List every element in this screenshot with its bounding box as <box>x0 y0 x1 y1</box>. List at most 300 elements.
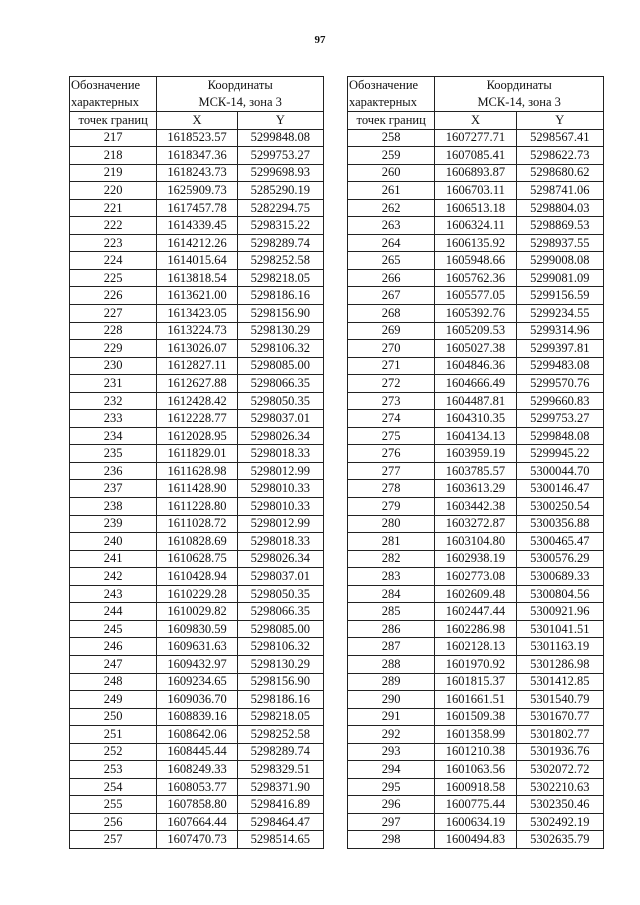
y-coordinate-cell: 5298514.65 <box>237 831 323 849</box>
x-coordinate-cell: 1601063.56 <box>435 761 516 779</box>
point-number-cell: 247 <box>70 655 157 673</box>
y-coordinate-cell: 5298464.47 <box>237 813 323 831</box>
point-number-cell: 268 <box>348 305 435 323</box>
y-coordinate-cell: 5299698.93 <box>237 164 323 182</box>
point-number-cell: 239 <box>70 515 157 533</box>
x-coordinate-cell: 1609631.63 <box>157 638 237 656</box>
point-number-cell: 293 <box>348 743 435 761</box>
y-coordinate-cell: 5300044.70 <box>516 462 603 480</box>
point-number-cell: 257 <box>70 831 157 849</box>
point-number-cell: 270 <box>348 340 435 358</box>
table-row <box>348 691 604 709</box>
table-row <box>70 357 324 375</box>
y-coordinate-cell: 5298804.03 <box>516 199 603 217</box>
x-coordinate-cell: 1609234.65 <box>157 673 237 691</box>
x-coordinate-cell: 1613224.73 <box>157 322 237 340</box>
coordinates-table-left <box>69 76 324 849</box>
coordinates-rows-left <box>70 129 324 848</box>
x-coordinate-cell: 1610428.94 <box>157 568 237 586</box>
point-number-cell: 276 <box>348 445 435 463</box>
table-row <box>348 743 604 761</box>
y-coordinate-cell: 5298937.55 <box>516 234 603 252</box>
header-coord-line-1: Координаты <box>207 78 273 92</box>
table-row <box>70 340 324 358</box>
y-coordinate-cell: 5299397.81 <box>516 340 603 358</box>
point-number-cell: 224 <box>70 252 157 270</box>
coordinates-table-right <box>347 76 604 849</box>
table-row <box>70 533 324 551</box>
x-coordinate-cell: 1612028.95 <box>157 427 237 445</box>
table-row <box>348 568 604 586</box>
table-row <box>348 761 604 779</box>
x-coordinate-cell: 1614212.26 <box>157 234 237 252</box>
table-row <box>348 375 604 393</box>
y-coordinate-cell: 5298869.53 <box>516 217 603 235</box>
point-number-cell: 240 <box>70 533 157 551</box>
point-number-cell: 225 <box>70 269 157 287</box>
point-number-cell: 272 <box>348 375 435 393</box>
header-label-line-3: точек границ <box>348 112 435 130</box>
x-coordinate-cell: 1607858.80 <box>157 796 237 814</box>
table-row <box>70 568 324 586</box>
table-row <box>70 199 324 217</box>
y-coordinate-cell: 5298085.00 <box>237 357 323 375</box>
table-row <box>348 147 604 165</box>
x-coordinate-cell: 1603272.87 <box>435 515 516 533</box>
point-number-cell: 288 <box>348 655 435 673</box>
table-row <box>348 813 604 831</box>
table-row <box>70 813 324 831</box>
table-row <box>348 357 604 375</box>
y-coordinate-cell: 5282294.75 <box>237 199 323 217</box>
y-coordinate-cell: 5298037.01 <box>237 568 323 586</box>
x-coordinate-cell: 1613818.54 <box>157 269 237 287</box>
point-number-cell: 298 <box>348 831 435 849</box>
y-coordinate-cell: 5298680.62 <box>516 164 603 182</box>
x-coordinate-cell: 1604666.49 <box>435 375 516 393</box>
x-coordinate-cell: 1601210.38 <box>435 743 516 761</box>
x-coordinate-cell: 1601970.92 <box>435 655 516 673</box>
x-coordinate-cell: 1603613.29 <box>435 480 516 498</box>
table-row <box>348 182 604 200</box>
y-coordinate-cell: 5299081.09 <box>516 269 603 287</box>
x-coordinate-cell: 1600634.19 <box>435 813 516 831</box>
table-row <box>70 761 324 779</box>
table-row <box>70 392 324 410</box>
point-number-cell: 294 <box>348 761 435 779</box>
x-coordinate-cell: 1606513.18 <box>435 199 516 217</box>
table-row <box>70 550 324 568</box>
table-row <box>70 673 324 691</box>
table-row <box>70 778 324 796</box>
point-number-cell: 275 <box>348 427 435 445</box>
x-coordinate-cell: 1605948.66 <box>435 252 516 270</box>
x-coordinate-cell: 1611028.72 <box>157 515 237 533</box>
point-number-cell: 290 <box>348 691 435 709</box>
point-number-cell: 292 <box>348 726 435 744</box>
point-number-cell: 282 <box>348 550 435 568</box>
y-coordinate-cell: 5301286.98 <box>516 655 603 673</box>
table-row <box>348 217 604 235</box>
y-coordinate-cell: 5300250.54 <box>516 498 603 516</box>
table-row <box>70 462 324 480</box>
y-coordinate-cell: 5298371.90 <box>237 778 323 796</box>
x-coordinate-cell: 1607085.41 <box>435 147 516 165</box>
header-label-line-1: Обозначение <box>349 78 419 92</box>
x-coordinate-cell: 1605762.36 <box>435 269 516 287</box>
point-number-cell: 285 <box>348 603 435 621</box>
y-coordinate-cell: 5299234.55 <box>516 305 603 323</box>
x-coordinate-cell: 1609036.70 <box>157 691 237 709</box>
x-coordinate-cell: 1611428.90 <box>157 480 237 498</box>
y-coordinate-cell: 5301163.19 <box>516 638 603 656</box>
y-coordinate-cell: 5299848.08 <box>516 427 603 445</box>
y-coordinate-cell: 5298012.99 <box>237 515 323 533</box>
table-row <box>70 410 324 428</box>
table-row <box>70 287 324 305</box>
table-row <box>348 498 604 516</box>
point-number-cell: 263 <box>348 217 435 235</box>
x-coordinate-cell: 1610628.75 <box>157 550 237 568</box>
y-coordinate-cell: 5302635.79 <box>516 831 603 849</box>
point-number-cell: 227 <box>70 305 157 323</box>
y-coordinate-cell: 5299848.08 <box>237 129 323 147</box>
table-row <box>348 287 604 305</box>
x-coordinate-cell: 1617457.78 <box>157 199 237 217</box>
point-number-cell: 289 <box>348 673 435 691</box>
y-coordinate-cell: 5302072.72 <box>516 761 603 779</box>
y-coordinate-cell: 5300689.33 <box>516 568 603 586</box>
table-row <box>348 427 604 445</box>
table-row <box>70 708 324 726</box>
point-number-cell: 237 <box>70 480 157 498</box>
y-coordinate-cell: 5298252.58 <box>237 252 323 270</box>
x-coordinate-cell: 1601815.37 <box>435 673 516 691</box>
x-coordinate-cell: 1610029.82 <box>157 603 237 621</box>
point-number-cell: 296 <box>348 796 435 814</box>
y-coordinate-cell: 5298026.34 <box>237 550 323 568</box>
table-row <box>348 199 604 217</box>
point-number-cell: 267 <box>348 287 435 305</box>
point-number-cell: 223 <box>70 234 157 252</box>
point-number-cell: 254 <box>70 778 157 796</box>
table-row <box>70 691 324 709</box>
x-coordinate-cell: 1614339.45 <box>157 217 237 235</box>
x-coordinate-cell: 1601358.99 <box>435 726 516 744</box>
x-column-header: X <box>435 112 516 130</box>
y-column-header: Y <box>516 112 603 130</box>
point-label-header <box>70 77 157 112</box>
point-number-cell: 231 <box>70 375 157 393</box>
table-row <box>70 234 324 252</box>
y-coordinate-cell: 5298018.33 <box>237 445 323 463</box>
y-coordinate-cell: 5298252.58 <box>237 726 323 744</box>
point-number-cell: 287 <box>348 638 435 656</box>
point-number-cell: 220 <box>70 182 157 200</box>
x-coordinate-cell: 1608445.44 <box>157 743 237 761</box>
header-label-line-2: характерных <box>349 95 417 109</box>
table-row <box>70 743 324 761</box>
x-coordinate-cell: 1606893.87 <box>435 164 516 182</box>
y-coordinate-cell: 5298010.33 <box>237 498 323 516</box>
x-coordinate-cell: 1608839.16 <box>157 708 237 726</box>
point-number-cell: 235 <box>70 445 157 463</box>
point-number-cell: 221 <box>70 199 157 217</box>
point-number-cell: 250 <box>70 708 157 726</box>
point-number-cell: 260 <box>348 164 435 182</box>
x-coordinate-cell: 1618243.73 <box>157 164 237 182</box>
point-number-cell: 266 <box>348 269 435 287</box>
y-coordinate-cell: 5298741.06 <box>516 182 603 200</box>
table-row <box>348 796 604 814</box>
x-coordinate-cell: 1600775.44 <box>435 796 516 814</box>
header-label-line-2: характерных <box>71 95 139 109</box>
table-row <box>348 673 604 691</box>
point-number-cell: 264 <box>348 234 435 252</box>
point-number-cell: 222 <box>70 217 157 235</box>
x-coordinate-cell: 1602609.48 <box>435 585 516 603</box>
header-label-line-3: точек границ <box>70 112 157 130</box>
table-row <box>70 726 324 744</box>
table-row <box>348 462 604 480</box>
table-row <box>348 129 604 147</box>
x-coordinate-cell: 1613621.00 <box>157 287 237 305</box>
x-coordinate-cell: 1611228.80 <box>157 498 237 516</box>
x-coordinate-cell: 1605027.38 <box>435 340 516 358</box>
x-column-header: X <box>157 112 237 130</box>
table-row <box>348 638 604 656</box>
x-coordinate-cell: 1613026.07 <box>157 340 237 358</box>
x-coordinate-cell: 1610229.28 <box>157 585 237 603</box>
x-coordinate-cell: 1612827.11 <box>157 357 237 375</box>
x-coordinate-cell: 1607470.73 <box>157 831 237 849</box>
point-number-cell: 265 <box>348 252 435 270</box>
x-coordinate-cell: 1608642.06 <box>157 726 237 744</box>
y-coordinate-cell: 5298622.73 <box>516 147 603 165</box>
table-row <box>348 726 604 744</box>
point-number-cell: 248 <box>70 673 157 691</box>
y-coordinate-cell: 5298037.01 <box>237 410 323 428</box>
table-row <box>348 164 604 182</box>
y-coordinate-cell: 5298026.34 <box>237 427 323 445</box>
point-number-cell: 226 <box>70 287 157 305</box>
point-number-cell: 281 <box>348 533 435 551</box>
point-number-cell: 256 <box>70 813 157 831</box>
point-number-cell: 255 <box>70 796 157 814</box>
point-number-cell: 234 <box>70 427 157 445</box>
y-coordinate-cell: 5298186.16 <box>237 287 323 305</box>
coordinates-header <box>435 77 604 112</box>
y-coordinate-cell: 5299570.76 <box>516 375 603 393</box>
point-number-cell: 233 <box>70 410 157 428</box>
x-coordinate-cell: 1612228.77 <box>157 410 237 428</box>
table-row <box>348 340 604 358</box>
point-number-cell: 245 <box>70 620 157 638</box>
x-coordinate-cell: 1613423.05 <box>157 305 237 323</box>
table-row <box>70 498 324 516</box>
x-coordinate-cell: 1612627.88 <box>157 375 237 393</box>
point-number-cell: 228 <box>70 322 157 340</box>
y-coordinate-cell: 5298186.16 <box>237 691 323 709</box>
table-row <box>70 831 324 849</box>
table-row <box>70 252 324 270</box>
y-coordinate-cell: 5298010.33 <box>237 480 323 498</box>
x-coordinate-cell: 1609830.59 <box>157 620 237 638</box>
point-number-cell: 230 <box>70 357 157 375</box>
table-row <box>348 252 604 270</box>
header-coord-line-2: МСК-14, зона 3 <box>198 95 282 109</box>
table-row <box>348 585 604 603</box>
x-coordinate-cell: 1611628.98 <box>157 462 237 480</box>
y-coordinate-cell: 5298289.74 <box>237 743 323 761</box>
table-row <box>70 620 324 638</box>
table-row <box>348 445 604 463</box>
point-number-cell: 219 <box>70 164 157 182</box>
y-coordinate-cell: 5298156.90 <box>237 305 323 323</box>
y-coordinate-cell: 5298567.41 <box>516 129 603 147</box>
x-coordinate-cell: 1607664.44 <box>157 813 237 831</box>
point-number-cell: 274 <box>348 410 435 428</box>
table-row <box>70 164 324 182</box>
table-row <box>70 182 324 200</box>
y-coordinate-cell: 5299753.27 <box>516 410 603 428</box>
x-coordinate-cell: 1602938.19 <box>435 550 516 568</box>
y-coordinate-cell: 5301412.85 <box>516 673 603 691</box>
table-row <box>70 480 324 498</box>
y-coordinate-cell: 5298085.00 <box>237 620 323 638</box>
y-coordinate-cell: 5300921.96 <box>516 603 603 621</box>
y-coordinate-cell: 5298106.32 <box>237 638 323 656</box>
x-coordinate-cell: 1600918.58 <box>435 778 516 796</box>
table-row <box>348 515 604 533</box>
y-coordinate-cell: 5298130.29 <box>237 322 323 340</box>
table-row <box>70 638 324 656</box>
point-number-cell: 291 <box>348 708 435 726</box>
x-coordinate-cell: 1607277.71 <box>435 129 516 147</box>
point-number-cell: 271 <box>348 357 435 375</box>
y-coordinate-cell: 5299156.59 <box>516 287 603 305</box>
y-coordinate-cell: 5300804.56 <box>516 585 603 603</box>
x-coordinate-cell: 1608249.33 <box>157 761 237 779</box>
point-number-cell: 241 <box>70 550 157 568</box>
x-coordinate-cell: 1602773.08 <box>435 568 516 586</box>
point-number-cell: 243 <box>70 585 157 603</box>
table-row <box>348 603 604 621</box>
y-coordinate-cell: 5298130.29 <box>237 655 323 673</box>
table-row <box>70 375 324 393</box>
y-coordinate-cell: 5298018.33 <box>237 533 323 551</box>
table-row <box>348 269 604 287</box>
header-coord-line-1: Координаты <box>486 78 552 92</box>
table-row <box>348 305 604 323</box>
x-coordinate-cell: 1602286.98 <box>435 620 516 638</box>
x-coordinate-cell: 1603442.38 <box>435 498 516 516</box>
table-row <box>70 269 324 287</box>
point-number-cell: 238 <box>70 498 157 516</box>
table-row <box>70 217 324 235</box>
x-coordinate-cell: 1612428.42 <box>157 392 237 410</box>
header-coord-line-2: МСК-14, зона 3 <box>477 95 561 109</box>
point-number-cell: 253 <box>70 761 157 779</box>
table-row <box>70 427 324 445</box>
table-row <box>70 515 324 533</box>
x-coordinate-cell: 1606703.11 <box>435 182 516 200</box>
point-number-cell: 280 <box>348 515 435 533</box>
table-row <box>348 778 604 796</box>
y-coordinate-cell: 5299008.08 <box>516 252 603 270</box>
point-number-cell: 269 <box>348 322 435 340</box>
point-number-cell: 258 <box>348 129 435 147</box>
x-coordinate-cell: 1603104.80 <box>435 533 516 551</box>
y-coordinate-cell: 5298329.51 <box>237 761 323 779</box>
coordinates-rows-right <box>348 129 604 848</box>
y-coordinate-cell: 5301936.76 <box>516 743 603 761</box>
table-row <box>348 708 604 726</box>
y-coordinate-cell: 5299753.27 <box>237 147 323 165</box>
table-row <box>348 550 604 568</box>
y-coordinate-cell: 5298289.74 <box>237 234 323 252</box>
table-row <box>70 585 324 603</box>
point-number-cell: 242 <box>70 568 157 586</box>
point-number-cell: 244 <box>70 603 157 621</box>
x-coordinate-cell: 1606135.92 <box>435 234 516 252</box>
y-coordinate-cell: 5301540.79 <box>516 691 603 709</box>
y-coordinate-cell: 5298066.35 <box>237 375 323 393</box>
x-coordinate-cell: 1618523.57 <box>157 129 237 147</box>
y-coordinate-cell: 5300146.47 <box>516 480 603 498</box>
y-coordinate-cell: 5302210.63 <box>516 778 603 796</box>
point-number-cell: 278 <box>348 480 435 498</box>
y-coordinate-cell: 5298218.05 <box>237 708 323 726</box>
y-coordinate-cell: 5300356.88 <box>516 515 603 533</box>
y-coordinate-cell: 5298050.35 <box>237 392 323 410</box>
point-number-cell: 295 <box>348 778 435 796</box>
y-coordinate-cell: 5298315.22 <box>237 217 323 235</box>
table-row <box>70 603 324 621</box>
x-coordinate-cell: 1604487.81 <box>435 392 516 410</box>
y-coordinate-cell: 5299483.08 <box>516 357 603 375</box>
y-coordinate-cell: 5299660.83 <box>516 392 603 410</box>
table-row <box>70 147 324 165</box>
y-coordinate-cell: 5285290.19 <box>237 182 323 200</box>
y-coordinate-cell: 5298050.35 <box>237 585 323 603</box>
point-number-cell: 297 <box>348 813 435 831</box>
point-number-cell: 217 <box>70 129 157 147</box>
table-row <box>70 655 324 673</box>
x-coordinate-cell: 1601509.38 <box>435 708 516 726</box>
y-coordinate-cell: 5298012.99 <box>237 462 323 480</box>
point-number-cell: 218 <box>70 147 157 165</box>
coordinates-header <box>157 77 324 112</box>
x-coordinate-cell: 1608053.77 <box>157 778 237 796</box>
x-coordinate-cell: 1604310.35 <box>435 410 516 428</box>
page-number: 97 <box>314 34 326 46</box>
point-number-cell: 252 <box>70 743 157 761</box>
table-row <box>70 129 324 147</box>
table-row <box>70 322 324 340</box>
x-coordinate-cell: 1600494.83 <box>435 831 516 849</box>
table-row <box>348 620 604 638</box>
point-label-header <box>348 77 435 112</box>
x-coordinate-cell: 1602128.13 <box>435 638 516 656</box>
table-row <box>348 410 604 428</box>
header-label-line-1: Обозначение <box>71 78 141 92</box>
point-number-cell: 286 <box>348 620 435 638</box>
point-number-cell: 262 <box>348 199 435 217</box>
y-coordinate-cell: 5299945.22 <box>516 445 603 463</box>
point-number-cell: 246 <box>70 638 157 656</box>
table-row <box>70 796 324 814</box>
